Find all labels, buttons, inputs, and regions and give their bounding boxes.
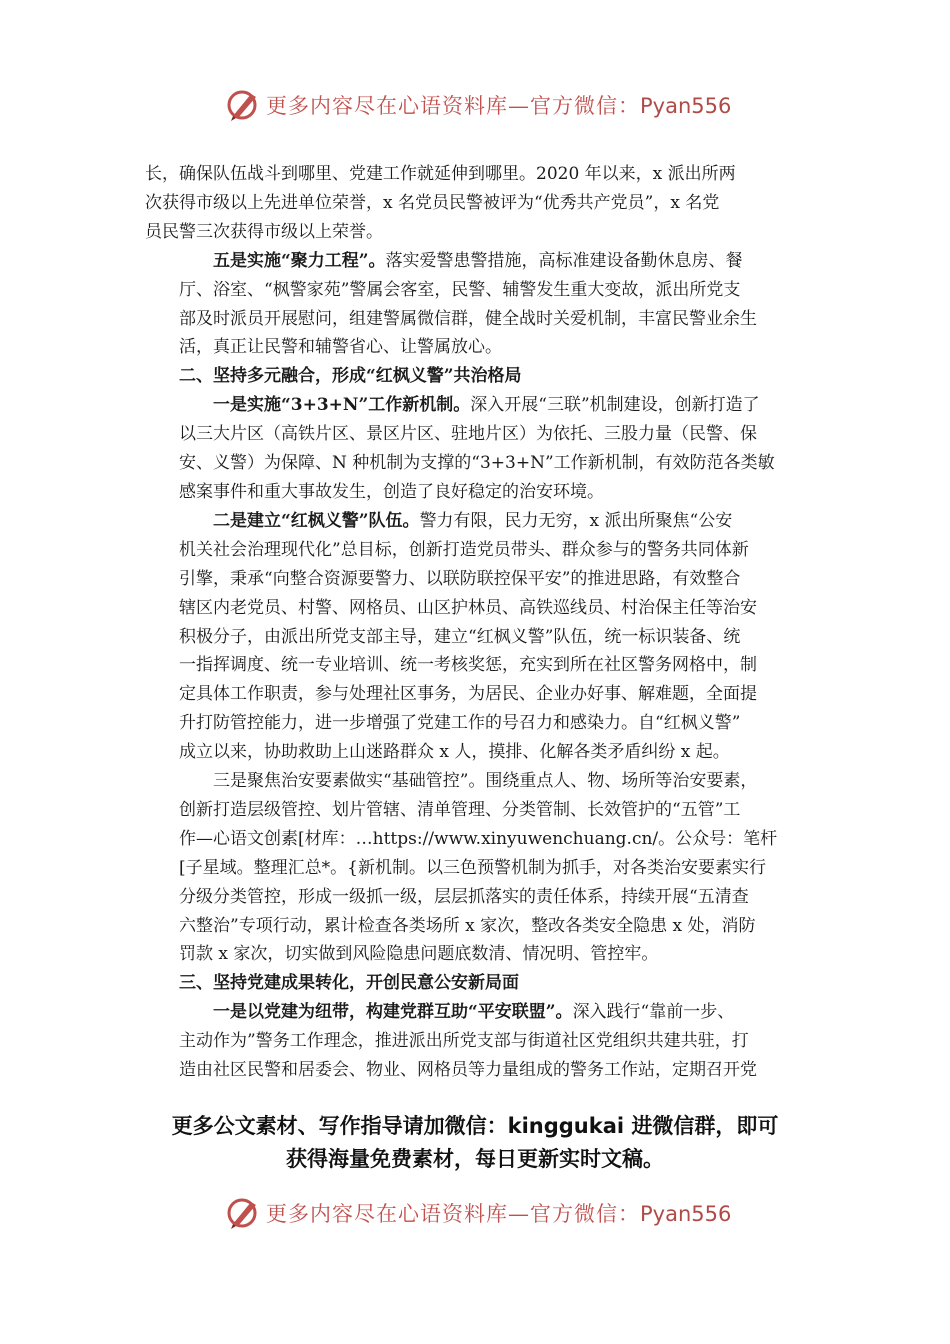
paragraph-4-lead: 二是建立“红枫义警”队伍。 [213,510,420,531]
paragraph-3-lead: 一是实施“3+3+N”工作新机制。 [213,395,471,416]
banner-wechat-id: Pyan556 [640,1202,732,1226]
paragraph-2-lead: 五是实施“聚力工程”。 [213,250,386,271]
banner-text: 更多内容尽在心语资料库—官方微信：Pyan556 [266,94,732,118]
pen-logo-icon [225,1194,261,1230]
document-body [145,160,810,1085]
promo-notice [0,1110,950,1176]
paragraph-6: 一是以党建为纽带，构建党群互助“平安联盟”。深入践行“靠前一步、 主动作为”警务工作理念，推进派出所党支部与街道社区党组织共建共驻，打 造由社区民警和居委会、物业、网格员等力量组成的警务工作站，定期召开党 [179,1002,757,1081]
paragraph-6-lead: 一是以党建为纽带，构建党群互助“平安联盟”。 [213,1002,573,1023]
top-banner [0,84,950,124]
paragraph-1: 长，确保队伍战斗到哪里、党建工作就延伸到哪里。2020 年以来，x 派出所两 次获得市级以上先进单位荣誉，x 名党员民警被评为“优秀共产党员”，x 名党 员民警三次获得市级以上荣誉。 [145,164,736,242]
paragraph-2: 五是实施“聚力工程”。落实爱警患警措施，高标准建设备勤休息房、餐 厅、浴室、“枫警家苑”警属会客室，民警、辅警发生重大变故，派出所党支 部及时派员开展慰问，组建警属微信群，健全战时关爱机制，丰富民警业余生 活，真正让民警和辅警省心、让警属放心。 [179,250,757,358]
promo-line-2: 获得海量免费素材，每日更新实时文稿。 [286,1147,664,1171]
paragraph-3: 一是实施“3+3+N”工作新机制。深入开展“三联”机制建设，创新打造了 以三大片区（高铁片区、景区片区、驻地片区）为依托、三股力量（民警、保 安、义警）为保障、N 种机制为支撑的“3+3+N”工作新机制，有效防范各类敏 感案事件和重大事故发生，创造了良好稳定的治安环境。 [179,395,775,502]
promo-line-1: 更多公文素材、写作指导请加微信：kinggukai 进微信群，即可 [171,1114,779,1138]
pen-logo-icon [225,86,261,122]
banner-text: 更多内容尽在心语资料库—官方微信：Pyan556 [266,1202,732,1226]
section-heading-3: 三、坚持党建成果转化，开创民意公安新局面 [179,973,519,994]
bottom-banner [0,1192,950,1232]
section-heading-2: 二、坚持多元融合，形成“红枫义警”共治格局 [179,366,522,387]
paragraph-4: 二是建立“红枫义警”队伍。警力有限，民力无穷，x 派出所聚焦“公安 机关社会治理现代化”总目标，创新打造党员带头、群众参与的警务共同体新 引擎，秉承“向整合资源要警力、以联防联控保平安”的推进思路，有效整合 辖区内老党员、村警、网格员、山区护林员、高铁巡线员、村治保主任等治安 积极分子，由派出所党支部主导，建立“红枫义警”队伍，统一标识装备、统 一指挥调度、统一专业培训、统一考核奖惩，充实到所在社区警务网格中，制 定具体工作职责，参与处理社区事务，为居民、企业办好事、解难题，全面提 升打防管控能力，进一步增强了党建工作的号召力和感染力。自“红枫义警” 成立以来，协助救助上山迷路群众 x 人，摸排、化解各类矛盾纠纷 x 起。 [179,510,757,763]
paragraph-5: 三是聚焦治安要素做实“基础管控”。围绕重点人、物、场所等治安要素， 创新打造层级管控、划片管辖、清单管理、分类管制、长效管护的“五管”工 作—心语文创素[材库：…https://www.xinyuwenchuang.cn/。公众号：笔杆 [子星域。整理汇总*。{新机制。以三色预警机制为抓手，对各类治安要素实行 分级分类管控，形成一级抓一级，层层抓落实的责任体系，持续开展“五清查 六整治”专项行动，累计检查各类场所 x 家次，整改各类安全隐患 x 处，消防 罚款 x 家次，切实做到风险隐患问题底数清、情况明、管控牢。 [179,771,778,965]
banner-wechat-id: Pyan556 [640,94,732,118]
